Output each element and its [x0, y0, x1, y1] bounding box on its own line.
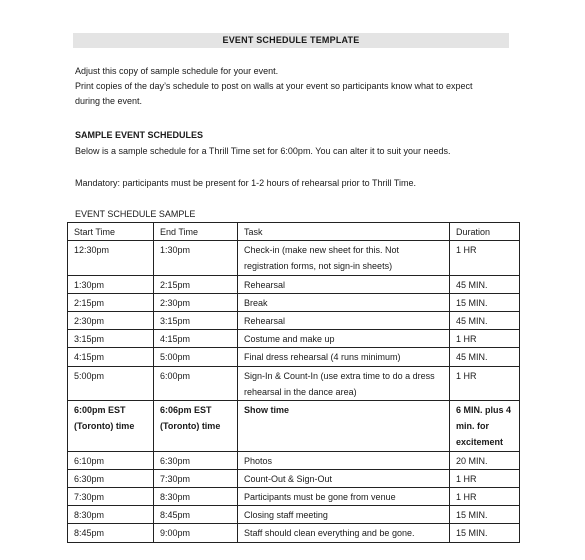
cell-end-time: 6:06pm EST (Toronto) time [154, 401, 238, 452]
document-title: EVENT SCHEDULE TEMPLATE [73, 33, 509, 48]
cell-task: Closing staff meeting [238, 506, 450, 524]
cell-task: Rehearsal [238, 312, 450, 330]
cell-task: Rehearsal [238, 275, 450, 293]
cell-task: Count-Out & Sign-Out [238, 469, 450, 487]
cell-start-time: 4:15pm [68, 348, 154, 366]
cell-end-time: 8:45pm [154, 506, 238, 524]
table-row [68, 293, 520, 311]
header-start-time: Start Time [68, 223, 154, 241]
cell-start-time: 12:30pm [68, 241, 154, 275]
cell-task: Final dress rehearsal (4 runs minimum) [238, 348, 450, 366]
cell-duration: 15 MIN. [450, 293, 520, 311]
table-header-row [68, 223, 520, 241]
cell-start-time: 1:30pm [68, 275, 154, 293]
cell-end-time: 5:00pm [154, 348, 238, 366]
intro-line-2: Print copies of the day’s schedule to post on walls at your event so participants know what to expect [75, 81, 473, 91]
cell-end-time: 2:30pm [154, 293, 238, 311]
cell-task: Costume and make up [238, 330, 450, 348]
header-end-time: End Time [154, 223, 238, 241]
cell-start-time: 8:45pm [68, 524, 154, 542]
cell-end-time: 7:30pm [154, 469, 238, 487]
cell-start-time: 5:00pm [68, 366, 154, 400]
table-row [68, 275, 520, 293]
cell-end-time: 3:15pm [154, 312, 238, 330]
cell-duration: 45 MIN. [450, 312, 520, 330]
cell-start-time: 7:30pm [68, 488, 154, 506]
mandatory-note: Mandatory: participants must be present for 1-2 hours of rehearsal prior to Thrill Time. [75, 178, 416, 188]
cell-start-time: 6:10pm [68, 451, 154, 469]
cell-task: Check-in (make new sheet for this. Not registration forms, not sign-in sheets) [238, 241, 450, 275]
table-row [68, 524, 520, 542]
cell-duration: 1 HR [450, 469, 520, 487]
cell-duration: 1 HR [450, 241, 520, 275]
table-row [68, 488, 520, 506]
cell-duration: 1 HR [450, 330, 520, 348]
cell-start-time: 3:15pm [68, 330, 154, 348]
cell-end-time: 8:30pm [154, 488, 238, 506]
cell-task: Break [238, 293, 450, 311]
cell-task: Sign-In & Count-In (use extra time to do a dress rehearsal in the dance area) [238, 366, 450, 400]
cell-start-time: 6:30pm [68, 469, 154, 487]
intro-line-1: Adjust this copy of sample schedule for your event. [75, 66, 279, 76]
cell-end-time: 6:30pm [154, 451, 238, 469]
cell-end-time: 1:30pm [154, 241, 238, 275]
table-row [68, 451, 520, 469]
cell-start-time: 8:30pm [68, 506, 154, 524]
cell-duration: 20 MIN. [450, 451, 520, 469]
table-row [68, 241, 520, 275]
cell-task: Show time [238, 401, 450, 452]
header-task: Task [238, 223, 450, 241]
cell-end-time: 4:15pm [154, 330, 238, 348]
table-row [68, 330, 520, 348]
header-duration: Duration [450, 223, 520, 241]
cell-duration: 15 MIN. [450, 524, 520, 542]
table-caption: EVENT SCHEDULE SAMPLE [75, 209, 196, 219]
cell-duration: 1 HR [450, 488, 520, 506]
cell-task: Staff should clean everything and be gone. [238, 524, 450, 542]
cell-duration: 45 MIN. [450, 275, 520, 293]
cell-duration: 45 MIN. [450, 348, 520, 366]
table-row-show-time [68, 401, 520, 452]
cell-duration: 6 MIN. plus 4 min. for excitement [450, 401, 520, 452]
schedule-table [67, 222, 520, 543]
cell-end-time: 9:00pm [154, 524, 238, 542]
cell-duration: 1 HR [450, 366, 520, 400]
cell-task: Participants must be gone from venue [238, 488, 450, 506]
table-row [68, 312, 520, 330]
cell-duration: 15 MIN. [450, 506, 520, 524]
cell-end-time: 6:00pm [154, 366, 238, 400]
table-row [68, 366, 520, 400]
table-row [68, 348, 520, 366]
intro-line-3: during the event. [75, 96, 143, 106]
table-row [68, 469, 520, 487]
table-row [68, 506, 520, 524]
section-text: Below is a sample schedule for a Thrill Time set for 6:00pm. You can alter it to suit your needs. [75, 146, 451, 156]
cell-start-time: 2:30pm [68, 312, 154, 330]
cell-start-time: 2:15pm [68, 293, 154, 311]
section-heading: SAMPLE EVENT SCHEDULES [75, 130, 204, 140]
cell-task: Photos [238, 451, 450, 469]
cell-start-time: 6:00pm EST (Toronto) time [68, 401, 154, 452]
cell-end-time: 2:15pm [154, 275, 238, 293]
